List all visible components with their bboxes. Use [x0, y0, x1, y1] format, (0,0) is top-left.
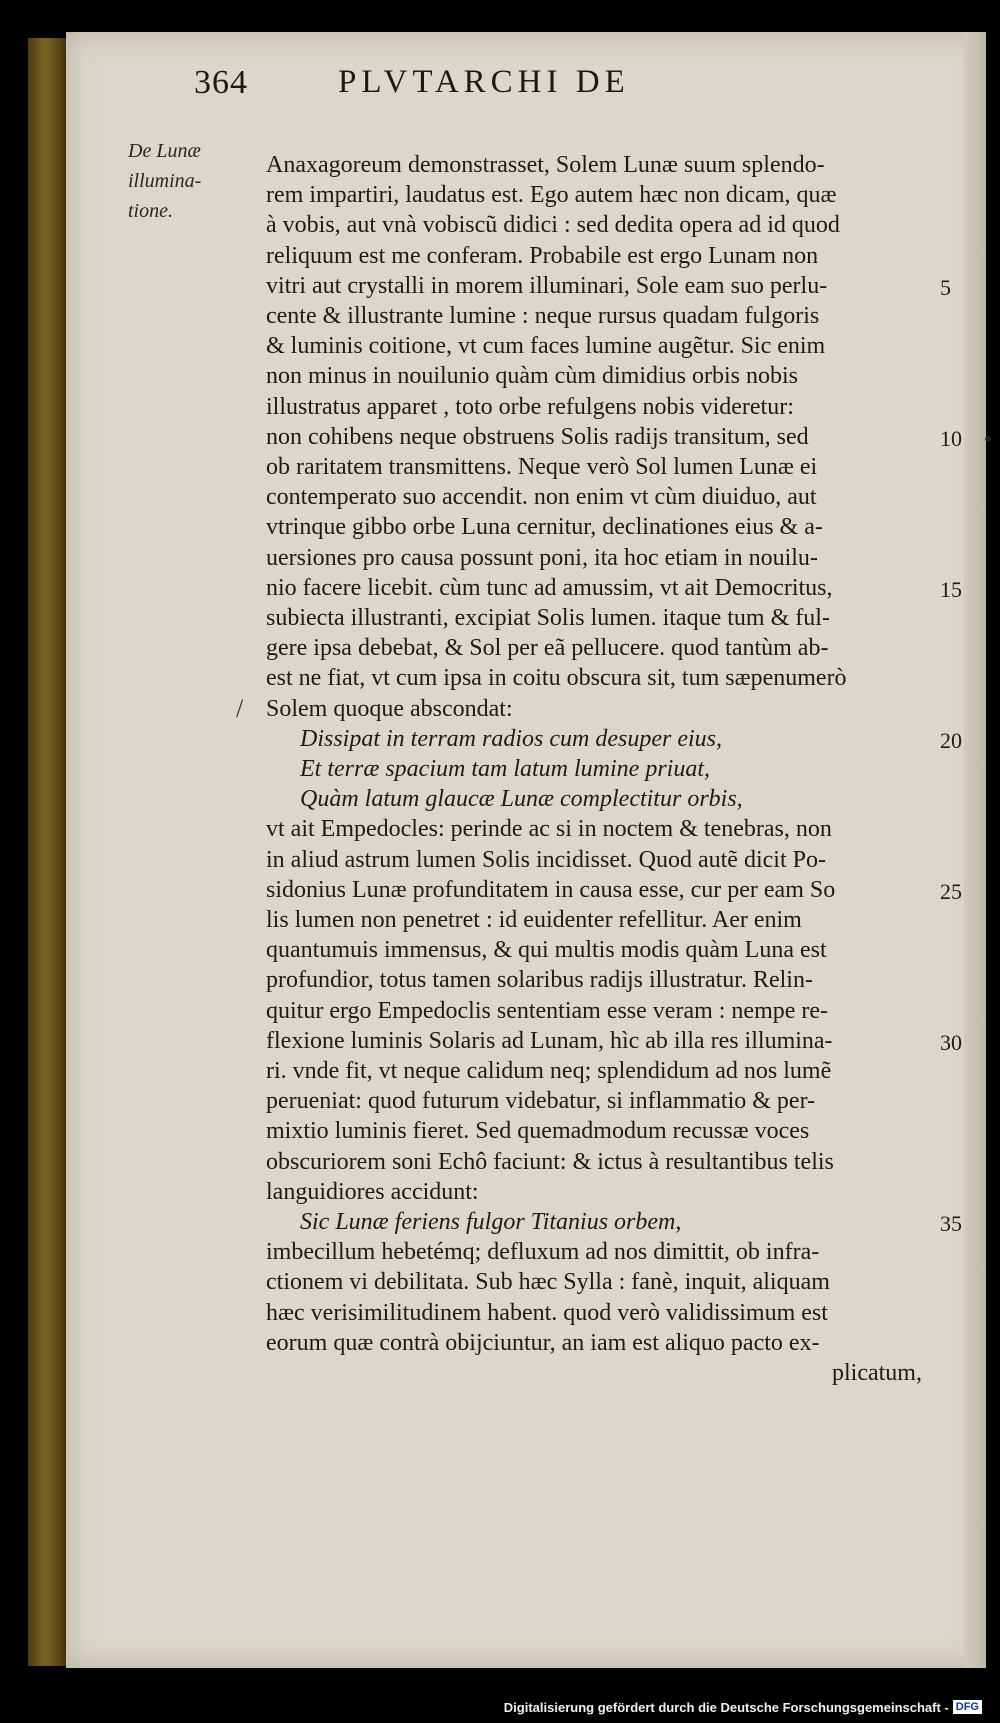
text-line: vt ait Empedocles: perinde ac si in noctem & tenebras, non [266, 816, 832, 843]
verse-line: Sic Lunæ feriens fulgor Titanius orbem, [300, 1209, 682, 1235]
book-binding [28, 38, 70, 1666]
text-line: quantumuis immensus, & qui multis modis quàm Luna est [266, 937, 827, 964]
text-line: profundior, totus tamen solaribus radijs illustratur. Relin- [266, 967, 813, 994]
line-number: 15 [940, 576, 962, 602]
text-line: sidonius Lunæ profunditatem in causa esse, cur per eam So [266, 876, 836, 903]
text-line: vtrinque gibbo orbe Luna cernitur, declinationes eius & a- [266, 514, 823, 541]
dfg-logo: DFG [953, 1700, 982, 1714]
text-line: in aliud astrum lumen Solis incidisset. Quod autẽ dicit Po- [266, 846, 826, 873]
text-line: est ne fiat, vt cum ipsa in coitu obscura sit, tum sæpenumerò [266, 665, 847, 692]
text-line: lis lumen non penetret : id euidenter refellitur. Aer enim [266, 907, 802, 933]
text-line: illustratus apparet , toto orbe refulgens nobis videretur: [266, 393, 794, 420]
text-line: eorum quæ contrà obijciuntur, an iam est aliquo pacto ex- [266, 1329, 820, 1356]
text-line: non cohibens neque obstruens Solis radijs transitum, sed [266, 423, 809, 450]
verse-line: Et terræ spacium tam latum lumine priuat, [300, 756, 710, 782]
page-edge [964, 32, 986, 1668]
text-line: gere ipsa debebat, & Sol per eã pellucere. quod tantùm ab- [266, 635, 829, 662]
page-header [194, 64, 794, 114]
verse-line: Dissipat in terram radios cum desuper eius, [300, 725, 722, 752]
text-line: rem impartiri, laudatus est. Ego autem hæc non dicam, quæ [266, 182, 837, 209]
text-line: quitur ergo Empedoclis sententiam esse veram : nempe re- [266, 997, 829, 1024]
text-line: perueniat: quod futurum videbatur, si inflammatio & per- [266, 1088, 816, 1115]
margin-dot: ● [984, 432, 993, 447]
footer-text: Digitalisierung gefördert durch die Deutsche Forschungsgemeinschaft - [503, 1699, 949, 1715]
stray-mark: / [236, 694, 244, 723]
line-number: 35 [940, 1211, 962, 1236]
text-line: imbecillum hebetémq; defluxum ad nos dimittit, ob infra- [266, 1239, 820, 1266]
text-line: ob raritatem transmittens. Neque verò Sol lumen Lunæ ei [266, 454, 818, 480]
verse-line: Quàm latum glaucæ Lunæ complectitur orbis, [300, 786, 743, 813]
text-line: flexione luminis Solaris ad Lunam, hìc ab illa res illumina- [266, 1027, 833, 1054]
text-line: vitri aut crystalli in morem illuminari, Sole eam suo perlu- [266, 272, 828, 299]
line-number: 5 [940, 274, 951, 300]
text-line: reliquum est me conferam. Probabile est ergo Lunam non [266, 242, 819, 269]
running-title: PLVTARCHI DE [338, 64, 630, 100]
text-line: hæc verisimilitudinem habent. quod verò validissimum est [266, 1299, 828, 1326]
margin-note-line: tione. [128, 200, 173, 222]
catchword: plicatum, [832, 1360, 922, 1386]
text-line: nio facere licebit. cùm tunc ad amussim, vt ait Democritus, [266, 574, 833, 601]
text-line: languidiores accidunt: [266, 1178, 479, 1205]
text-line: obscuriorem soni Echô faciunt: & ictus à resultantibus telis [266, 1148, 834, 1175]
margin-note-line: illumina- [128, 170, 202, 192]
text-line: subiecta illustranti, excipiat Solis lumen. itaque tum & ful- [266, 605, 830, 631]
line-number: 10 [940, 425, 962, 451]
line-number: 20 [940, 727, 962, 753]
margin-note-line: De Lunæ [128, 140, 201, 162]
text-line: à vobis, aut vnà vobiscũ didici : sed dedita opera ad id quod [266, 212, 840, 239]
text-line: non minus in nouilunio quàm cùm dimidius orbis nobis [266, 363, 799, 390]
text-line: cente & illustrante lumine : neque rursus quadam fulgoris [266, 303, 820, 329]
text-line: mixtio luminis fieret. Sed quemadmodum recussæ voces [266, 1118, 810, 1145]
text-line: uersiones pro causa possunt poni, ita hoc etiam in nouilu- [266, 544, 818, 571]
line-number: 30 [940, 1029, 962, 1055]
text-line: Anaxagoreum demonstrasset, Solem Lunæ suum splendo- [266, 152, 825, 178]
footer-credit [504, 1697, 982, 1717]
line-number: 25 [940, 878, 962, 904]
text-line: ri. vnde fit, vt neque calidum neq; splendidum ad nos lumẽ [266, 1058, 832, 1084]
text-line: Solem quoque abscondat: [266, 695, 513, 722]
page-number: 364 [194, 64, 248, 101]
text-line: & luminis coitione, vt cum faces lumine augẽtur. Sic enim [266, 333, 826, 360]
text-line: ctionem vi debilitata. Sub hæc Sylla : fanè, inquit, aliquam [266, 1269, 830, 1296]
text-line: contemperato suo accendit. non enim vt cùm diuiduo, aut [266, 484, 817, 511]
margin-note [128, 136, 224, 226]
